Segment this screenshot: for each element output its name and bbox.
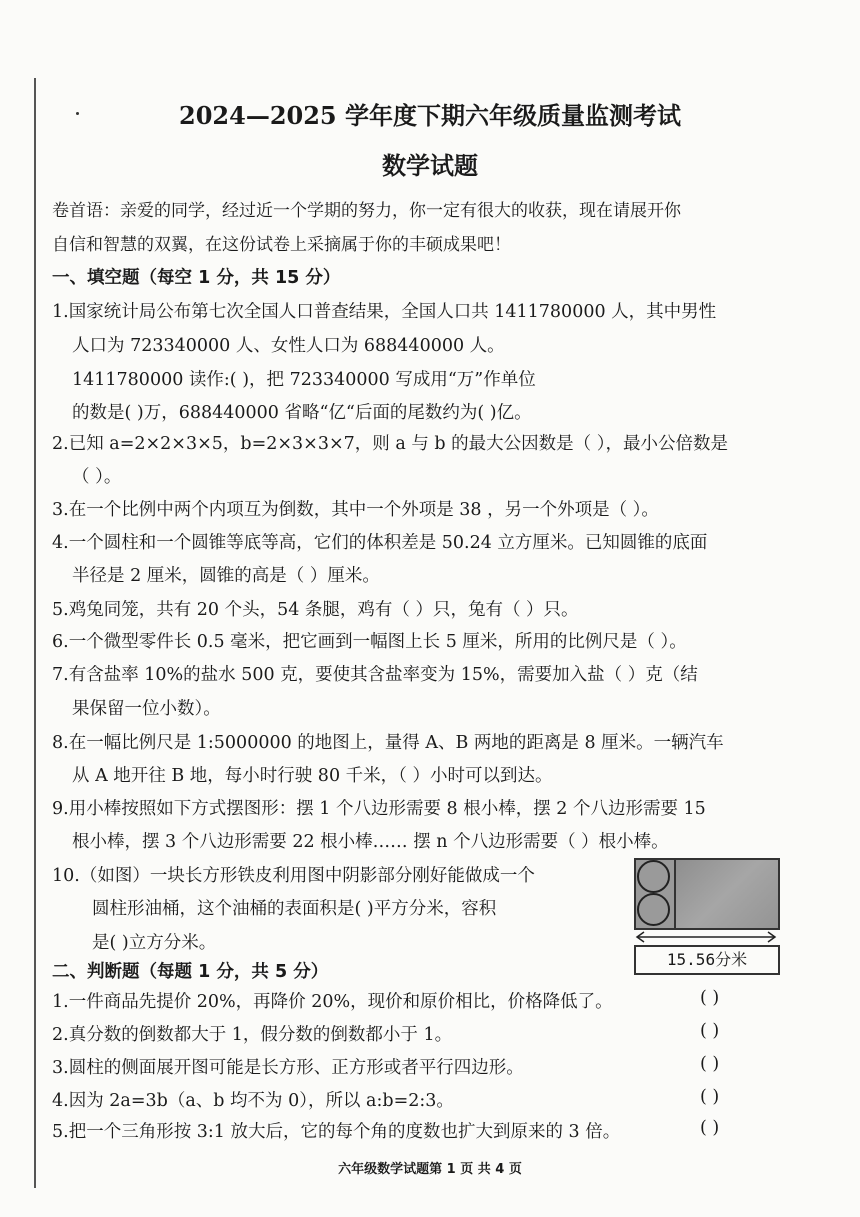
question-line: 人口为 723340000 人、女性人口为 688440000 人。 [72,336,505,356]
margin-line [34,78,36,1188]
answer-paren: ( ) [700,1054,720,1074]
question-line: 圆柱形油桶，这个油桶的表面积是( )平方分米，容积 [92,899,497,919]
shaded-region [674,860,778,928]
page-footer: 六年级数学试题第 1 页 共 4 页 [338,1162,522,1177]
preface-line-1: 卷首语：亲爱的同学，经过近一个学期的努力，你一定有很大的收获，现在请展开你 [52,201,681,221]
question-line: 6.一个微型零件长 0.5 毫米，把它画到一幅图上长 5 厘米，所用的比例尺是（ ）。 [52,632,687,652]
circle-shape [637,893,670,926]
question-line: 7.有含盐率 10%的盐水 500 克，要使其含盐率变为 15%，需要加入盐（ ）克（结 [52,665,698,685]
section-2-heading: 二、判断题（每题 1 分，共 5 分） [52,962,329,982]
judge-item: 3.圆柱的侧面展开图可能是长方形、正方形或者平行四边形。 [52,1058,524,1078]
answer-paren: ( ) [700,988,720,1008]
question-line: （ ）。 [72,467,122,487]
circle-column [636,860,676,928]
question-line: 是( )立方分米。 [92,933,217,953]
question-line: 5.鸡兔同笼，共有 20 个头，54 条腿，鸡有（ ）只，兔有（ ）只。 [52,600,579,620]
rectangle-sheet-figure [634,858,780,930]
question-line: 10.（如图）一块长方形铁皮利用图中阴影部分刚好能做成一个 [52,866,535,886]
answer-paren: ( ) [700,1021,720,1041]
answer-paren: ( ) [700,1118,720,1138]
judge-item: 4.因为 2a=3b（a、b 均不为 0），所以 a:b=2:3。 [52,1091,454,1111]
question-line: 1.国家统计局公布第七次全国人口普查结果，全国人口共 1411780000 人，其中男性 [52,302,717,322]
exam-title: 2024—2025 学年度下期六年级质量监测考试 [179,101,681,130]
judge-item: 5.把一个三角形按 3:1 放大后，它的每个角的度数也扩大到原来的 3 倍。 [52,1122,621,1142]
question-line: 的数是( )万，688440000 省略“亿“后面的尾数约为( )亿。 [72,403,532,423]
question-line: 8.在一幅比例尺是 1:5000000 的地图上，量得 A、B 两地的距离是 8 厘米。一辆汽车 [52,733,724,753]
question-line: 9.用小棒按照如下方式摆图形：摆 1 个八边形需要 8 根小棒，摆 2 个八边形需要 15 [52,799,706,819]
preface-line-2: 自信和智慧的双翼，在这份试卷上采摘属于你的丰硕成果吧！ [52,235,511,255]
judge-item: 1.一件商品先提价 20%，再降价 20%，现价和原价相比，价格降低了。 [52,992,613,1012]
section-1-heading: 一、填空题（每空 1 分，共 15 分） [52,268,341,288]
judge-item: 2.真分数的倒数都大于 1，假分数的倒数都小于 1。 [52,1025,453,1045]
question-line: 从 A 地开往 B 地，每小时行驶 80 千米，（ ）小时可以到达。 [72,766,553,786]
question-line: 3.在一个比例中两个内项互为倒数，其中一个外项是 38 ，另一个外项是（ ）。 [52,500,659,520]
question-line: 半径是 2 厘米，圆锥的高是（ ）厘米。 [72,566,380,586]
question-line: 2.已知 a=2×2×3×5，b=2×3×3×7，则 a 与 b 的最大公因数是（ ），最小公倍数是 [52,434,728,454]
question-line: 根小棒，摆 3 个八边形需要 22 根小棒…… 摆 n 个八边形需要（ ）根小棒。 [72,832,669,852]
circle-shape [637,860,670,893]
question-line: 果保留一位小数）。 [72,699,221,719]
dimension-arrow-icon [634,931,778,943]
question-line: 4.一个圆柱和一个圆锥等底等高，它们的体积差是 50.24 立方厘米。已知圆锥的底面 [52,533,708,553]
exam-subtitle: 数学试题 [382,151,478,180]
dimension-label: 15.56分米 [634,945,780,975]
question-line: 1411780000 读作:( )，把 723340000 写成用“万”作单位 [72,370,536,390]
answer-paren: ( ) [700,1087,720,1107]
